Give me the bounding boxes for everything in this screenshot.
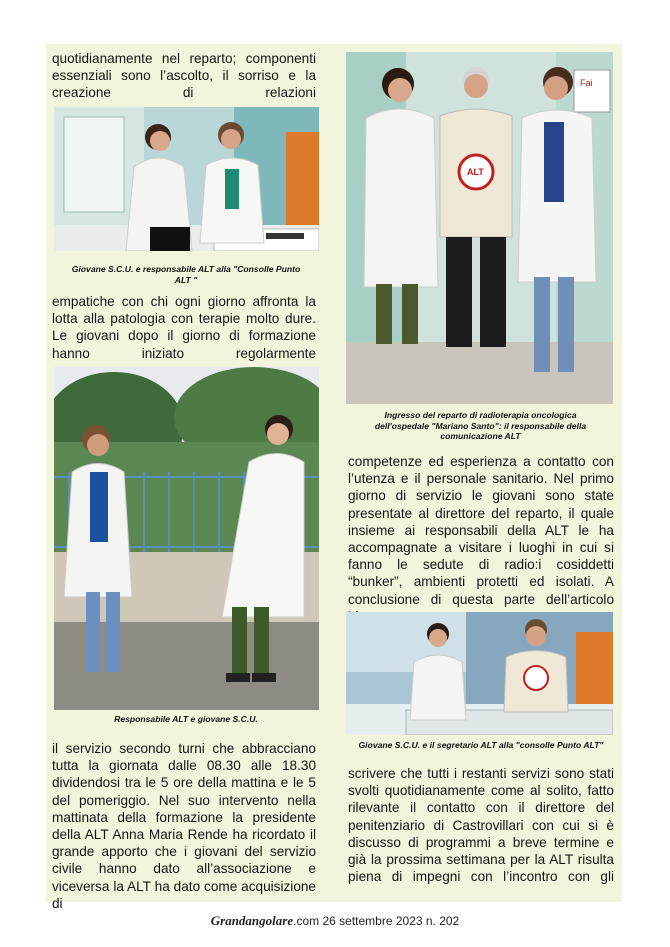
article-text-block-2: empatiche con chi ogni giorno affronta la lotta alla patologia con terapie molto dure. Le giovani dopo il giorno di formazione hanno iniziato regolarmente bbox=[52, 294, 316, 361]
article-text-block-3: il servizio secondo turni che abbracciano tutta la giornata dalle 08.30 alle 18.30 dividendosi tra le 5 ore della mattina e le 5 del pomeriggio. Nel suo intervento nella mattinata della formazione la presidente della ALT Anna Maria Rende ha ricordato il grande apporto che i giovani del servizio civile hanno dato all’associazione e viceversa la ALT ha dato come acquisizione di bbox=[52, 741, 316, 911]
footer-domain: .com bbox=[293, 914, 320, 928]
photo-3-caption: Ingresso del reparto di radioterapia oncologica dell'ospedale "Mariano Santo": il responsabile della comunicazione ALT bbox=[374, 410, 587, 441]
photo-1-caption: Giovane S.C.U. e responsabile ALT alla "Consolle Punto ALT " bbox=[71, 264, 301, 285]
page-footer bbox=[0, 913, 670, 929]
vest-text: ALT bbox=[467, 167, 484, 177]
article-page bbox=[46, 44, 622, 911]
photo-consolle-punto-alt bbox=[54, 107, 319, 251]
footer-date-issue: 26 settembre 2023 n. 202 bbox=[322, 914, 460, 928]
photo-consolle-punto-alt-segretario bbox=[346, 612, 613, 735]
footer-brand: Grandangolare bbox=[210, 913, 294, 928]
article-text-block-5: scrivere che tutti i restanti servizi sono stati svolti quotidianamente come al solito, fatto rilevante il contatto con il direttore del penitenziario di Castrovillari con cui si è discusso di programmi a breve termine e già la prossima settimana per la ALT risulta piena di impegni con l’incontro con gli bbox=[348, 766, 614, 885]
article-text-block-4: competenze ed esperienza a contatto con l’utenza e il personale sanitario. Nel primo giorno di servizio le giovani sono state presentate al direttore del reparto, il quale insieme ai responsabili della ALT le ha accompagnate a visitare i luoghi in cui si fanno le sedute di radio:i cosiddetti “bunker”, ambienti protetti ed isolati. A conclusione di questa parte dell’articolo bbox=[348, 454, 614, 607]
photo-2-caption: Responsabile ALT e giovane S.C.U. bbox=[114, 714, 258, 724]
poster-text: Fai bbox=[580, 78, 593, 88]
photo-outdoor-responsabile-e-giovane bbox=[54, 367, 319, 710]
photo-4-caption: Giovane S.C.U. e il segretario ALT alla "consolle Punto ALT" bbox=[358, 740, 604, 750]
photo-ingresso-radioterapia bbox=[346, 52, 613, 404]
article-text-block-1: quotidianamente nel reparto; componenti essenziali sono l’ascolto, il sorriso e la creazione di relazioni bbox=[52, 51, 316, 101]
